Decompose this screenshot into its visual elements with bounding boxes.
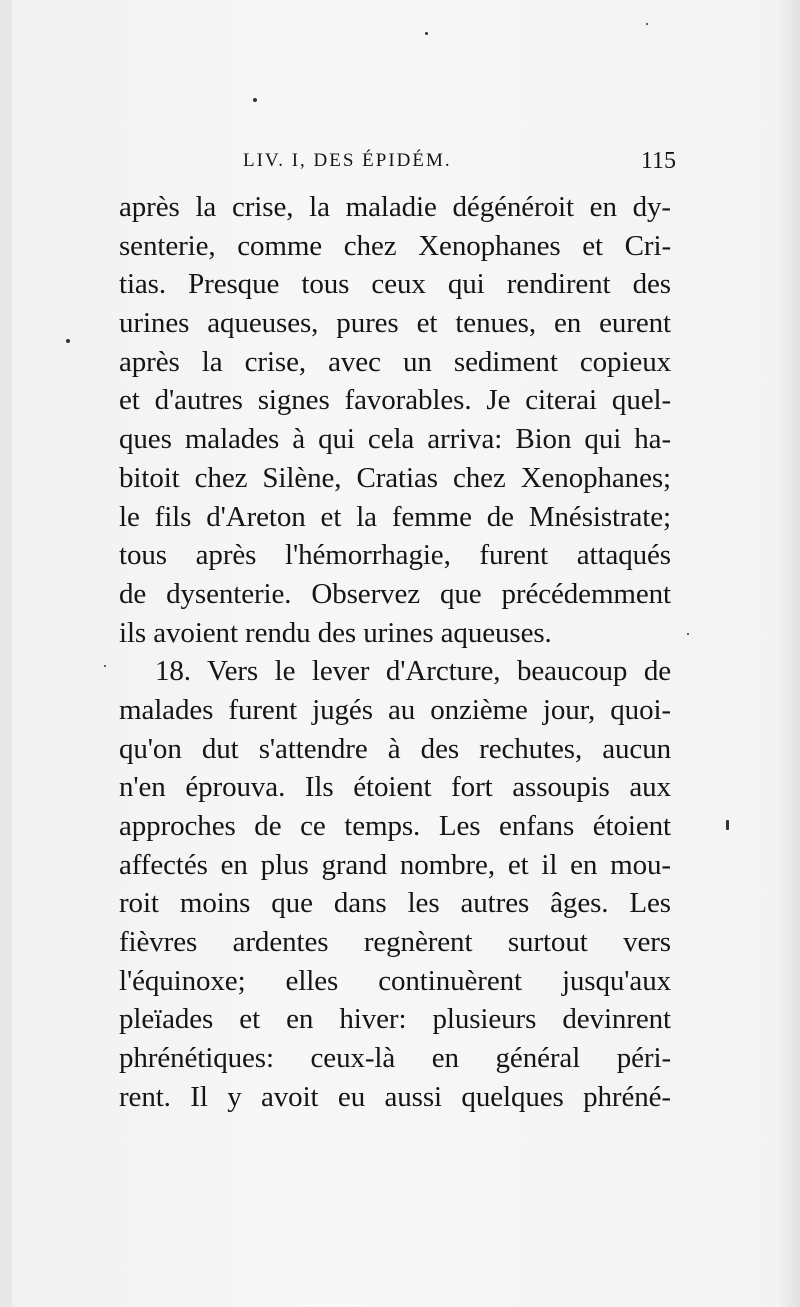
text-line: et d'autres signes favorables. Je citerai quel- <box>119 384 671 417</box>
text-line: tias. Presque tous ceux qui rendirent des <box>119 268 671 301</box>
paper-speck <box>726 820 729 830</box>
text-line: le fils d'Areton et la femme de Mnésistrate; <box>119 500 671 533</box>
text-line: l'équinoxe; elles continuèrent jusqu'aux <box>119 964 671 997</box>
page-left-edge <box>0 0 12 1307</box>
text-line: phrénétiques: ceux-là en général péri- <box>119 1042 671 1075</box>
text-line: senterie, comme chez Xenophanes et Cri- <box>119 229 671 262</box>
text-line: après la crise, avec un sediment copieux <box>119 345 671 378</box>
text-line: n'en éprouva. Ils étoient fort assoupis aux <box>119 771 671 804</box>
text-line: roit moins que dans les autres âges. Les <box>119 887 671 920</box>
paper-speck <box>425 32 428 35</box>
text-line: ques malades à qui cela arriva: Bion qui ha- <box>119 423 671 456</box>
text-line: après la crise, la maladie dégénéroit en dy- <box>119 191 671 223</box>
body-text <box>119 188 671 1117</box>
text-line: qu'on dut s'attendre à des rechutes, aucun <box>119 732 671 765</box>
paper-speck <box>104 665 106 667</box>
text-line: tous après l'hémorrhagie, furent attaqués <box>119 539 671 572</box>
text-line: rent. Il y avoit eu aussi quelques phréné- <box>119 1080 671 1113</box>
text-line: bitoit chez Silène, Cratias chez Xenophanes; <box>119 461 671 494</box>
text-line: urines aqueuses, pures et tenues, en eurent <box>119 307 671 340</box>
paper-speck <box>687 633 689 635</box>
text-line: malades furent jugés au onzième jour, quoi- <box>119 693 671 726</box>
paper-speck <box>66 339 70 343</box>
running-head: LIV. I, DES ÉPIDÉM. <box>243 150 452 171</box>
text-line: fièvres ardentes regnèrent surtout vers <box>119 926 671 959</box>
text-line: approches de ce temps. Les enfans étoient <box>119 810 671 842</box>
page-header <box>243 150 676 184</box>
text-line: ils avoient rendu des urines aqueuses. <box>119 616 552 649</box>
text-line: de dysenterie. Observez que précédemment <box>119 577 671 610</box>
text-line: 18. Vers le lever d'Arcture, beaucoup de <box>155 655 671 688</box>
text-line: pleïades et en hiver: plusieurs devinrent <box>119 1003 671 1036</box>
paper-speck <box>253 98 257 102</box>
paper-speck <box>646 23 648 25</box>
page-number: 115 <box>640 148 676 174</box>
page-right-edge <box>778 0 800 1307</box>
text-line: affectés en plus grand nombre, et il en mou- <box>119 848 671 881</box>
